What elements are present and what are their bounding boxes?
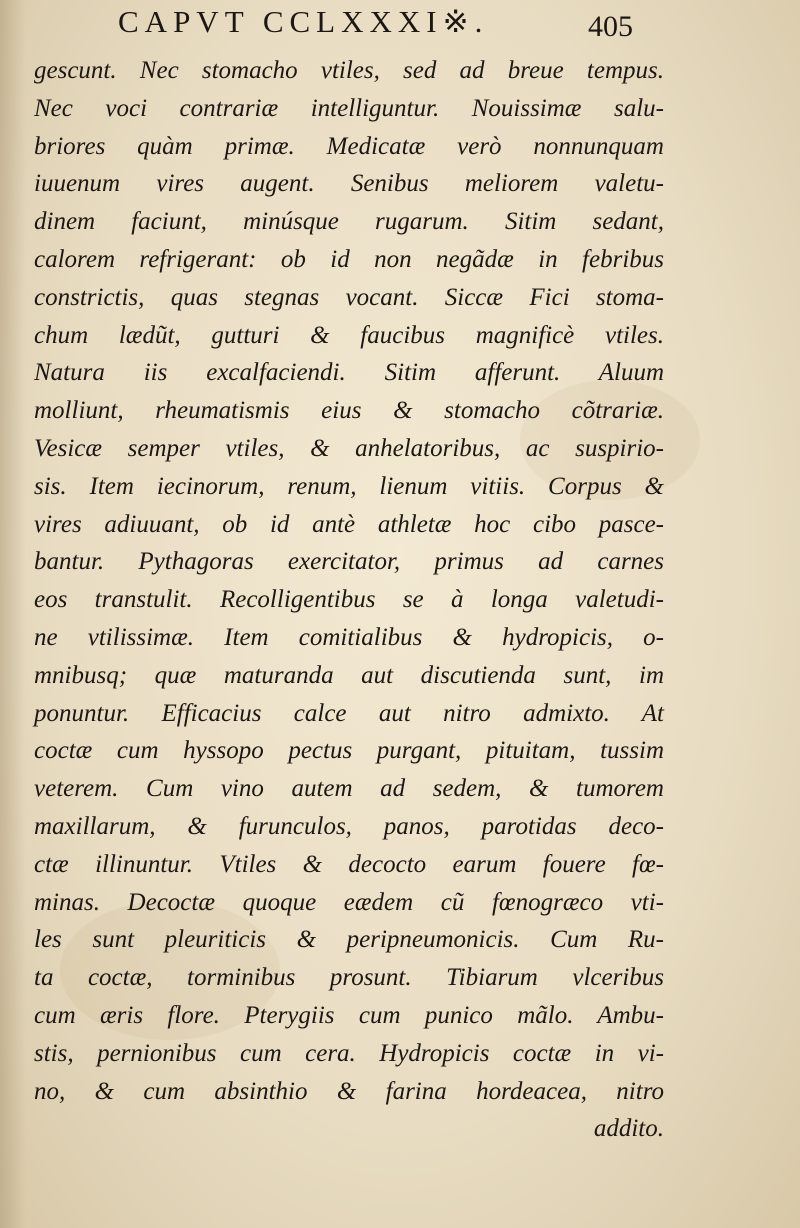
text-line: coctæ cum hyssopo pectus purgant, pituitam, tussim	[34, 737, 664, 765]
text-line: gescunt. Nec stomacho vtiles, sed ad breue tempus.	[34, 57, 664, 84]
text-line: mnibusq; quæ maturanda aut discutienda sunt, im	[34, 661, 664, 689]
text-line: no, & cum absinthio & farina hordeacea, nitro	[34, 1077, 664, 1105]
text-line: ne vtilissimæ. Item comitialibus & hydropicis, o-	[34, 623, 664, 651]
text-line: iuuenum vires augent. Senibus meliorem valetu-	[34, 170, 664, 198]
text-line: minas. Decoctæ quoque eædem cũ fœnogræco vti-	[34, 888, 664, 916]
text-line: chum lædũt, gutturi & faucibus magnificè vtiles.	[34, 321, 664, 349]
text-line-final: addito.	[593, 1115, 664, 1143]
text-line: sis. Item iecinorum, renum, lienum vitiis. Corpus &	[34, 472, 664, 500]
running-title: CAPVT CCLXXXI※.	[118, 4, 489, 39]
text-line: ctæ illinuntur. Vtiles & decocto earum fouere fœ-	[34, 850, 664, 878]
text-line: molliunt, rheumatismis eius & stomacho cõtrariæ.	[34, 397, 664, 425]
text-line: dinem faciunt, minúsque rugarum. Sitim sedant,	[34, 208, 664, 236]
text-line: ponuntur. Efficacius calce aut nitro admixto. At	[34, 699, 664, 727]
text-line: Vesicæ semper vtiles, & anhelatoribus, ac suspirio-	[34, 434, 664, 462]
text-line: maxillarum, & furunculos, panos, parotidas deco-	[34, 812, 664, 840]
text-line: veterem. Cum vino autem ad sedem, & tumorem	[34, 775, 664, 803]
body-text	[34, 52, 664, 1148]
text-line: Nec voci contrariæ intelliguntur. Nouissimæ salu-	[34, 94, 664, 122]
text-line: calorem refrigerant: ob id non negãdæ in febribus	[34, 245, 664, 273]
text-line: ta coctæ, torminibus prosunt. Tibiarum vlceribus	[34, 964, 664, 992]
text-line: vires adiuuant, ob id antè athletæ hoc cibo pasce-	[34, 510, 664, 538]
text-line: bantur. Pythagoras exercitator, primus ad carnes	[34, 548, 664, 576]
text-line: eos transtulit. Recolligentibus se à longa valetudi-	[34, 586, 664, 614]
text-line: les sunt pleuriticis & peripneumonicis. Cum Ru-	[34, 926, 664, 954]
text-line: Natura iis excalfaciendi. Sitim afferunt. Aluum	[34, 359, 664, 387]
page-number: 405	[588, 10, 633, 43]
text-line: stis, pernionibus cum cera. Hydropicis coctæ in vi-	[34, 1039, 664, 1067]
page-header	[0, 4, 800, 44]
text-line: constrictis, quas stegnas vocant. Siccæ Fici stoma-	[34, 283, 664, 311]
text-line: briores quàm primæ. Medicatæ verò nonnunquam	[34, 132, 664, 160]
text-line: cum æris flore. Pterygiis cum punico mãlo. Ambu-	[34, 1001, 664, 1029]
